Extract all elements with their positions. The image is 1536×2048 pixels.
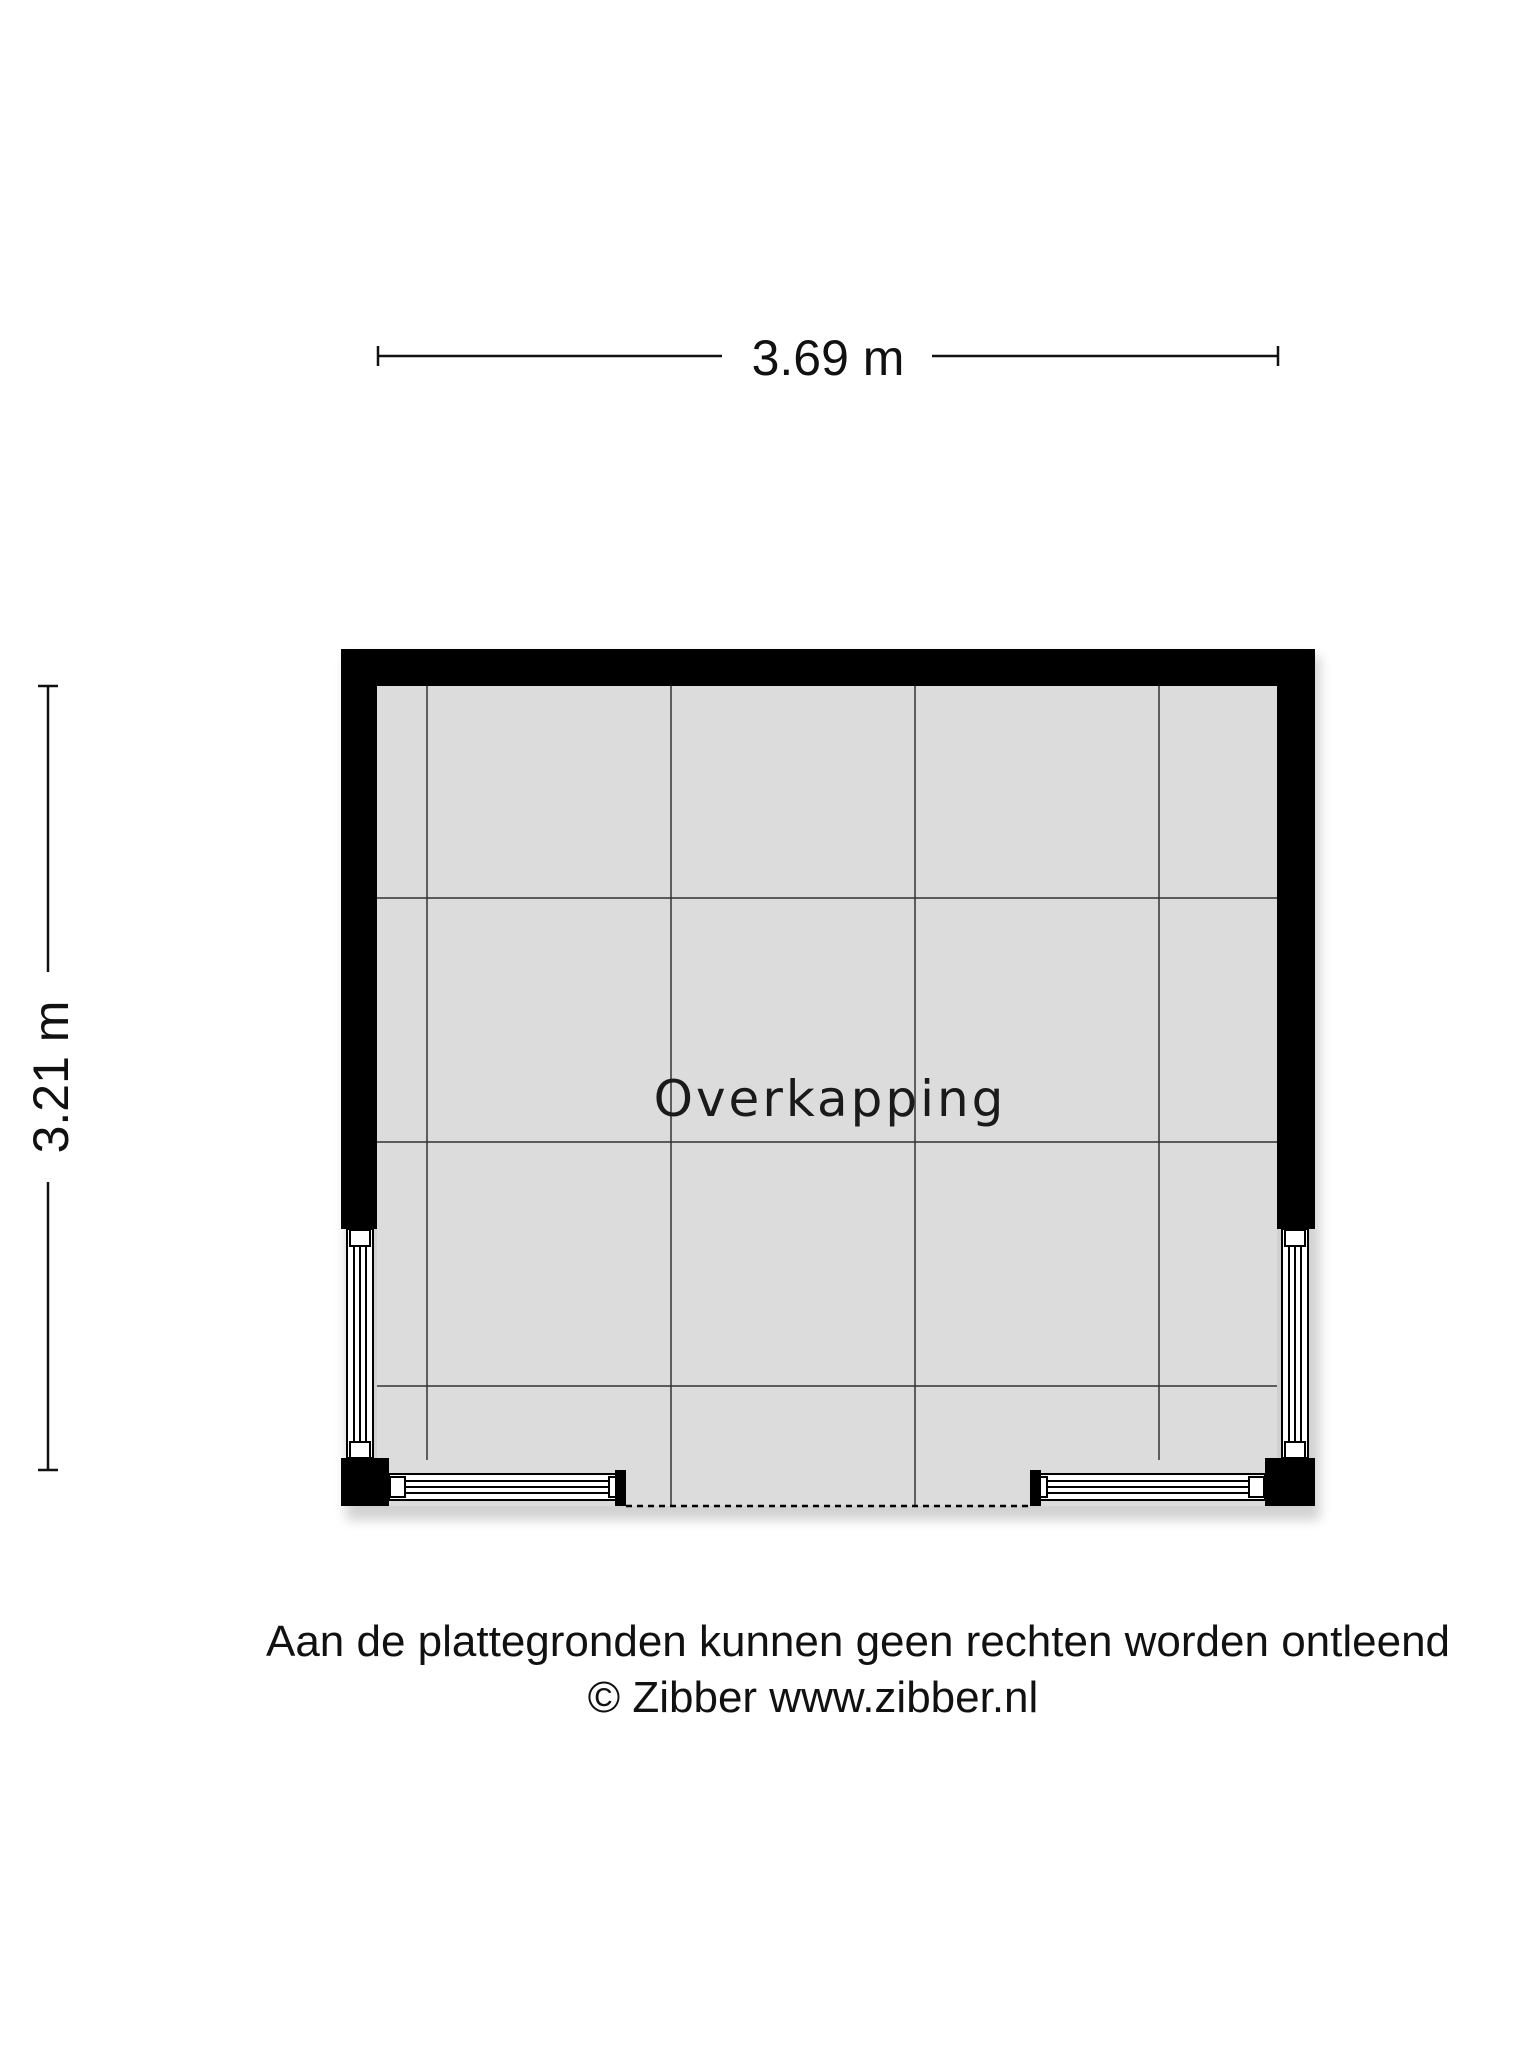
wall-top: [341, 649, 1315, 686]
window-right: [1282, 1229, 1308, 1458]
wall-corner-bottom-right: [1265, 1458, 1315, 1506]
room-name: Overkapping: [653, 1070, 1007, 1128]
window-bottom-right: [1030, 1470, 1265, 1506]
wall-right: [1277, 649, 1315, 1229]
height-dimension: [23, 686, 79, 1470]
copyright-text: © Zibber www.zibber.nl: [587, 1673, 1039, 1722]
width-label: 3.69 m: [751, 330, 905, 386]
height-label: 3.21 m: [23, 1000, 79, 1154]
window-bottom-left: [389, 1470, 626, 1506]
width-dimension: [378, 330, 1278, 386]
disclaimer-text: Aan de plattegronden kunnen geen rechten worden ontleend: [265, 1617, 1451, 1666]
wall-left: [341, 649, 377, 1229]
wall-corner-bottom-left: [341, 1458, 389, 1506]
window-left: [347, 1229, 373, 1458]
